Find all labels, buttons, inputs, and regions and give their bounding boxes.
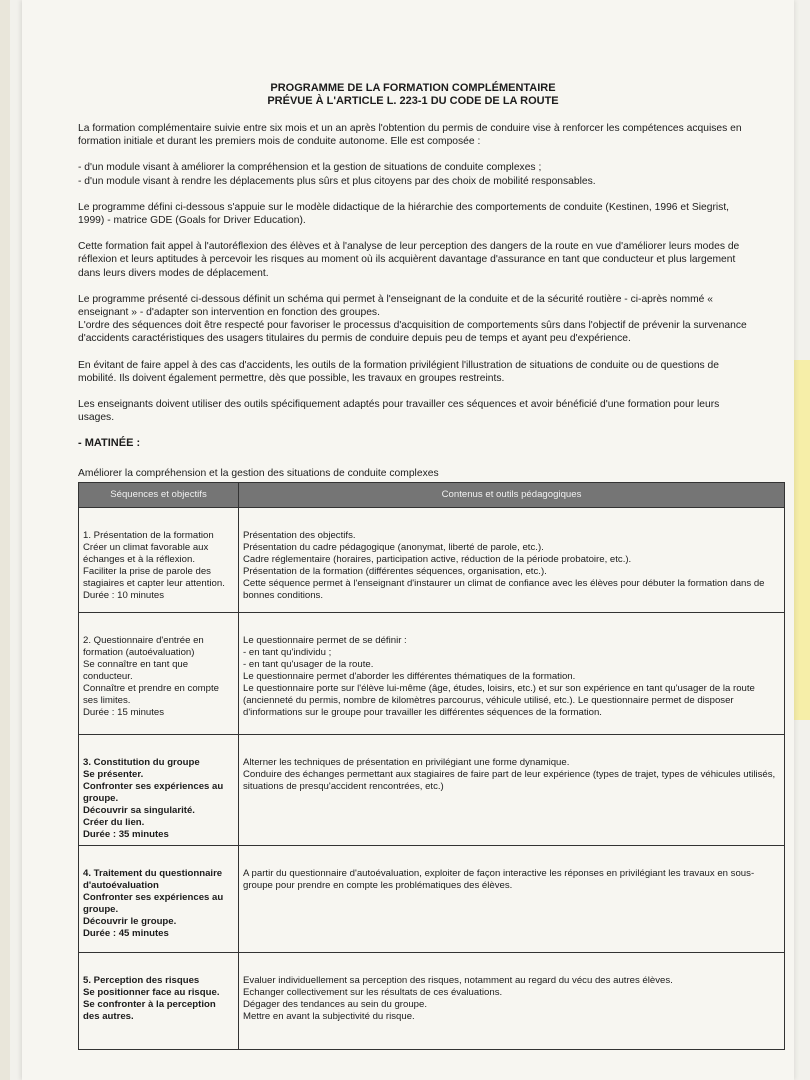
content-cell — [239, 612, 785, 734]
content-line: Présentation du cadre pédagogique (anonymat, liberté de parole, etc.). — [243, 541, 544, 553]
content-line: Cette séquence permet à l'enseignant d'instaurer un climat de confiance avec les élèves pour débuter la formation dans de bonnes conditions. — [243, 577, 765, 601]
paragraph-autoreflexion: Cette formation fait appel à l'autoréflexion des élèves et à l'analyse de leur perception des dangers de la route en vue d'améliorer leurs modes de réflexion et leurs aptitudes à percevoir les risques au moment où ils acquièrent davantage d'assurance en tant que conducteur et plus largement dans leurs divers modes de déplacement. — [78, 241, 740, 279]
content-line: - en tant qu'individu ; — [243, 646, 332, 658]
table-row — [79, 507, 785, 612]
content-line: Cadre réglementaire (horaires, participation active, réduction de la période probatoire, etc.). — [243, 553, 632, 565]
sequence-objective: Découvrir le groupe. — [83, 915, 177, 927]
module-list — [78, 161, 748, 187]
sequence-cell — [79, 507, 239, 612]
title-line-1: PROGRAMME DE LA FORMATION COMPLÉMENTAIRE — [270, 82, 556, 94]
paragraph-model: Le programme défini ci-dessous s'appuie sur le modèle didactique de la hiérarchie des comportements de conduite (Kestinen, 1996 et Siegrist, 1999) - matrice GDE (Goals for Driver Education). — [78, 201, 730, 227]
module-item: - d'un module visant à rendre les déplacements plus sûrs et plus citoyens par des choix de mobilité responsables. — [78, 175, 596, 187]
paragraph-schema-b: L'ordre des séquences doit être respecté pour favoriser le processus d'acquisition de comportements sûrs dans l'objectif de prévenir la survenance d'accidents caractéristiques des usagers titulaires du permis de conduire depuis peu de temps et ayant peu d'expérience. — [78, 320, 747, 345]
document-content — [78, 82, 776, 1050]
intro-paragraph: La formation complémentaire suivie entre six mois et un an après l'obtention du permis de conduire vise à renforcer les compétences acquises en formation initiale et durant les premiers mois de conduite autonome. Elle est composée : — [78, 123, 742, 148]
sequence-title: 1. Présentation de la formation — [83, 529, 214, 541]
content-line: Le questionnaire permet d'aborder les différentes thématiques de la formation. — [243, 670, 576, 682]
sequence-cell — [79, 952, 239, 1049]
sequence-objective: Se présenter. — [83, 768, 144, 780]
title-line-2: PRÉVUE À L'ARTICLE L. 223-1 DU CODE DE LA ROUTE — [267, 95, 559, 107]
content-cell — [239, 734, 785, 845]
sequence-duration: Durée : 35 minutes — [83, 828, 169, 840]
sequence-duration: Durée : 45 minutes — [83, 927, 169, 939]
paragraph-schema-a: Le programme présenté ci-dessous définit un schéma qui permet à l'enseignant de la conduite et de la sécurité routière - ci-après nommé « enseignant » - d'adapter son intervention en fonction des groupes. — [78, 293, 713, 319]
module-item: - d'un module visant à améliorer la compréhension et la gestion de situations de conduite complexes ; — [78, 162, 542, 174]
table-row — [79, 952, 785, 1049]
header-contenus: Contenus et outils pédagogiques — [239, 482, 785, 507]
sequence-cell — [79, 734, 239, 845]
sequence-title: 4. Traitement du questionnaire d'autoévaluation — [83, 867, 223, 891]
content-cell — [239, 845, 785, 952]
content-line: Le questionnaire porte sur l'élève lui-même (âge, études, loisirs, etc.) et sur son expérience en tant qu'usager de la route (ancienneté du permis, nombre de kilomètres parcourus, véhicule utilisé, etc.). Le questionnaire permet de disposer d'informations sur le groupe pour travailler les différentes séquences de la formation. — [243, 682, 755, 718]
sequence-title: 5. Perception des risques — [83, 974, 200, 986]
table-caption: Améliorer la compréhension et la gestion des situations de conduite complexes — [78, 467, 439, 479]
program-table — [78, 482, 785, 1050]
sequence-objective: Se confronter à la perception des autres. — [83, 998, 216, 1022]
sequence-objective: Créer un climat favorable aux échanges et à la réflexion. — [83, 541, 209, 565]
sequence-title: 2. Questionnaire d'entrée en formation (autoévaluation) — [83, 634, 204, 658]
document-title — [78, 82, 748, 108]
sequence-objective: Confronter ses expériences au groupe. — [83, 780, 224, 804]
content-line: Présentation de la formation (différentes séquences, organisation, etc.). — [243, 565, 547, 577]
paragraph-outils: En évitant de faire appel à des cas d'accidents, les outils de la formation privilégient l'illustration de situations de conduite ou de questions de mobilité. Ils doivent également permettre, dès que possible, les travaux en groupes restreints. — [78, 359, 720, 384]
sequence-duration: Durée : 15 minutes — [83, 706, 165, 718]
sequence-cell — [79, 612, 239, 734]
section-heading-matinee: - MATINÉE : — [78, 437, 141, 450]
content-cell — [239, 507, 785, 612]
sequence-objective: Créer du lien. — [83, 816, 145, 828]
sequence-objective: Se positionner face au risque. — [83, 986, 220, 998]
sequence-objective: Faciliter la prise de parole des stagiaires et capter leur attention. — [83, 565, 225, 589]
content-line: Le questionnaire permet de se définir : — [243, 634, 407, 646]
sequence-objective: Découvrir sa singularité. — [83, 804, 195, 816]
content-line: Evaluer individuellement sa perception des risques, notamment au regard du vécu des autres élèves. — [243, 974, 673, 986]
content-cell — [239, 952, 785, 1049]
content-line: Echanger collectivement sur les résultats de ces évaluations. — [243, 986, 503, 998]
sequence-title: 3. Constitution du groupe — [83, 756, 200, 768]
header-sequences: Séquences et objectifs — [79, 482, 239, 507]
sequence-duration: Durée : 10 minutes — [83, 589, 165, 601]
content-line: A partir du questionnaire d'autoévaluation, exploiter de façon interactive les réponses en privilégiant les travaux en sous-groupe pour prendre en compte les problématiques des élèves. — [243, 867, 755, 891]
table-header-row — [79, 482, 785, 507]
paragraph-schema — [78, 293, 748, 346]
sequence-objective: Se connaître en tant que conducteur. — [83, 658, 189, 682]
table-row — [79, 612, 785, 734]
sequence-objective: Confronter ses expériences au groupe. — [83, 891, 224, 915]
content-line: Présentation des objectifs. — [243, 529, 356, 541]
sequence-objective: Connaître et prendre en compte ses limites. — [83, 682, 219, 706]
content-line: - en tant qu'usager de la route. — [243, 658, 374, 670]
content-line: Dégager des tendances au sein du groupe. — [243, 998, 428, 1010]
content-line: Mettre en avant la subjectivité du risque. — [243, 1010, 415, 1022]
document-page — [22, 0, 794, 1080]
table-row — [79, 734, 785, 845]
paragraph-enseignants: Les enseignants doivent utiliser des outils spécifiquement adaptés pour travailler ces séquences et avoir bénéficié d'une formation pour leurs usages. — [78, 399, 720, 424]
content-line: Conduire des échanges permettant aux stagiaires de faire part de leur expérience (types de trajet, types de véhicules utilisés, situations de presqu'accident rencontrées, etc.) — [243, 768, 776, 792]
table-row — [79, 845, 785, 952]
content-line: Alterner les techniques de présentation en privilégiant une forme dynamique. — [243, 756, 570, 768]
sequence-cell — [79, 845, 239, 952]
